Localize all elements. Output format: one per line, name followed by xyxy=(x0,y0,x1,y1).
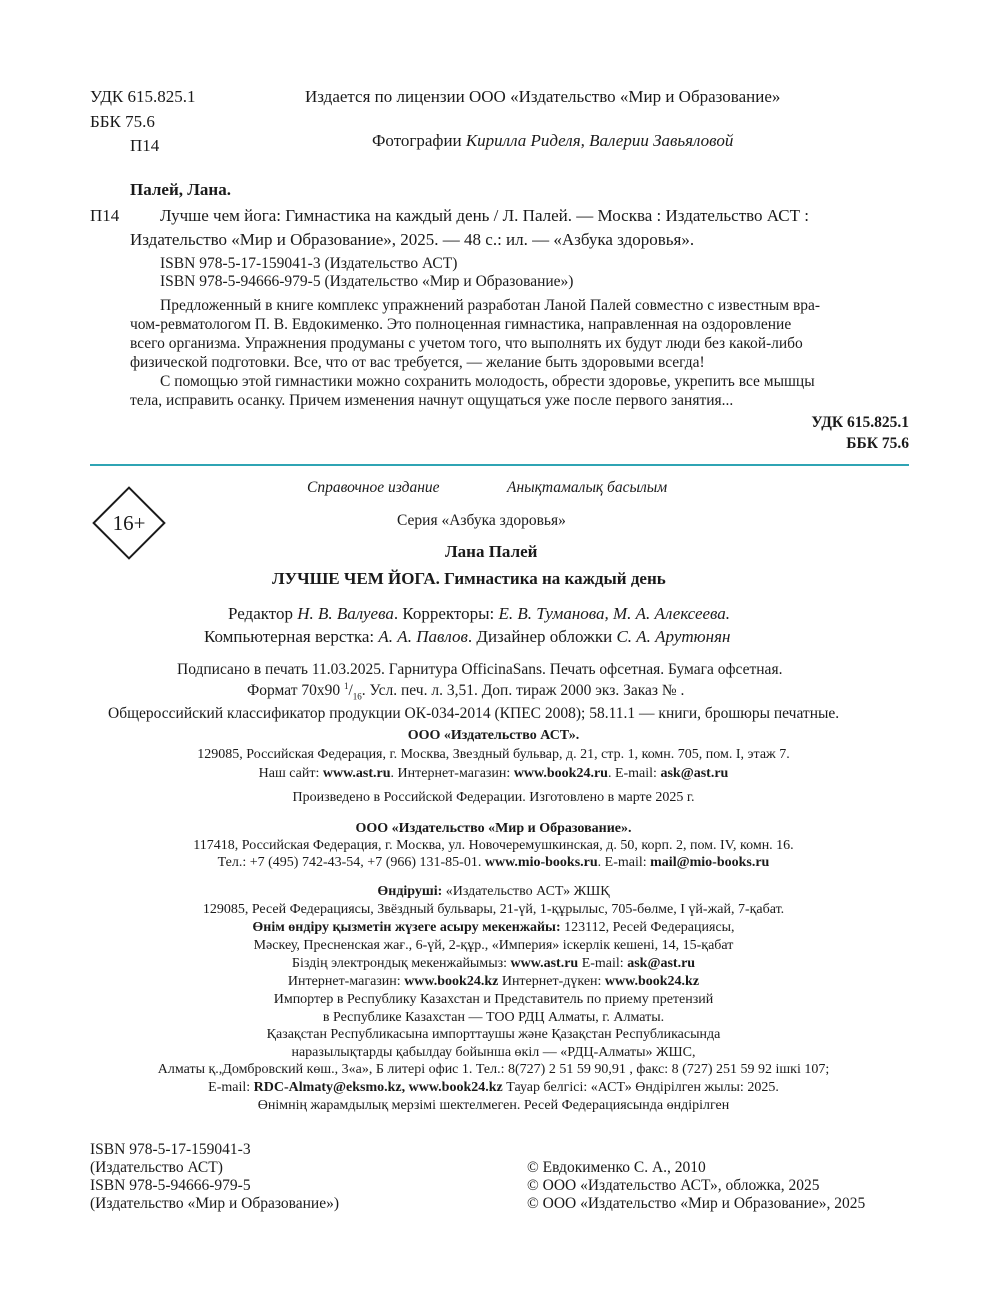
kz-address: 129085, Ресей Федерациясы, Звёздный бульвары, 21-үй, 1-құрылыс, 705-бөлме, I үй-жай, 7-қабат. xyxy=(202,902,785,917)
kz-importer-line: Қазақстан Республикасына импорттаушы және Қазақстан Республикасында xyxy=(266,1027,721,1042)
kz-email-trademark: E-mail: RDC-Almaty@eksmo.kz, www.book24.kz Тауар белгісі: «АСТ» Өндірілген жылы: 2025. xyxy=(208,1080,779,1095)
abstract-line: Предложенный в книге комплекс упражнений разработан Ланой Палей совместно с известным вра- xyxy=(160,297,821,314)
photos-credit: Фотографии Кирилла Риделя, Валерии Завьяловой xyxy=(372,131,734,150)
biblio-udk: УДК 615.825.1 xyxy=(811,414,909,431)
kz-validity: Өнімнің жарамдылық мерзімі шектелмеген. Ресей Федерациясында өндірілген xyxy=(257,1098,730,1113)
kz-importer-line: в Республике Казахстан — ТОО РДЦ Алматы, г. Алматы. xyxy=(322,1010,665,1025)
ast-name: ООО «Издательство АСТ». xyxy=(407,728,580,743)
author-name: Лана Палей xyxy=(445,542,538,561)
abstract-line: чом-ревматологом П. В. Евдокименко. Это полноценная гимнастика, направленная на оздоровление xyxy=(130,316,792,333)
mio-address: 117418, Российская Федерация, г. Москва, ул. Новочеремушкинская, д. 50, корп. 2, пом. IV, комн. 16. xyxy=(193,838,794,853)
biblio-bbk: ББК 75.6 xyxy=(846,435,909,452)
footer-isbn-line: ISBN 978-5-94666-979-5 xyxy=(90,1177,251,1194)
credits-editors: Редактор Н. В. Валуева. Корректоры: Е. В. Туманова, М. А. Алексеева. xyxy=(228,604,731,623)
header-code: П14 xyxy=(130,136,160,155)
biblio-code: П14 xyxy=(90,206,120,225)
header-udk: УДК 615.825.1 xyxy=(90,87,196,106)
kz-shops: Интернет-магазин: www.book24.kz Интернет-дүкен: www.book24.kz xyxy=(287,974,700,989)
kz-address-line: Мәскеу, Пресненская жағ., 6-үй, 2-құр., «Империя» іскерлік кешені, 14, 15-қабат xyxy=(253,938,734,953)
biblio-isbn-1: ISBN 978-5-17-159041-3 (Издательство АСТ) xyxy=(160,255,458,272)
copyright-line: © ООО «Издательство «Мир и Образование», 2025 xyxy=(527,1195,866,1212)
abstract-line: С помощью этой гимнастики можно сохранить молодость, обрести здоровье, укрепить все мышцы xyxy=(160,373,815,390)
mio-name: ООО «Издательство «Мир и Образование». xyxy=(355,821,632,836)
kz-email: Біздің электрондық мекенжайымыз: www.ast.ru E-mail: ask@ast.ru xyxy=(291,956,696,971)
abstract-line: всего организма. Упражнения продуманы с учетом того, что выполнять их будут люди без какой-либо xyxy=(130,335,803,352)
ast-contacts: Наш сайт: www.ast.ru. Интернет-магазин: www.book24.ru. E-mail: ask@ast.ru xyxy=(258,766,729,781)
mio-contacts: Тел.: +7 (495) 742-43-54, +7 (966) 131-85-01. www.mio-books.ru. E-mail: mail@mio-books.ru xyxy=(217,855,770,870)
print-info: Подписано в печать 11.03.2025. Гарнитура OfficinaSans. Печать офсетная. Бумага офсетная. xyxy=(177,661,783,678)
footer-isbn-line: (Издательство АСТ) xyxy=(90,1159,223,1176)
abstract-line: тела, исправить осанку. Причем изменения начнут ощущаться уже после первого занятия... xyxy=(130,392,734,409)
edition-type-ru: Справочное издание xyxy=(307,479,440,496)
divider-rule xyxy=(90,464,909,466)
age-rating-label: 16+ xyxy=(112,511,146,535)
series-name: Серия «Азбука здоровья» xyxy=(397,512,566,529)
biblio-isbn-2: ISBN 978-5-94666-979-5 (Издательство «Мир и Образование») xyxy=(160,273,574,290)
book-title: ЛУЧШЕ ЧЕМ ЙОГА. Гимнастика на каждый день xyxy=(272,569,666,588)
biblio-line1: Лучше чем йога: Гимнастика на каждый день / Л. Палей. — Москва : Издательство АСТ : xyxy=(160,206,809,225)
age-rating-badge xyxy=(84,478,174,568)
footer-isbn-line: (Издательство «Мир и Образование») xyxy=(90,1195,339,1212)
biblio-line2: Издательство «Мир и Образование», 2025. — 48 с.: ил. — «Азбука здоровья». xyxy=(130,230,695,249)
biblio-author: Палей, Лана. xyxy=(130,180,231,199)
ast-address: 129085, Российская Федерация, г. Москва, Звездный бульвар, д. 21, стр. 1, комн. 705, пом. I, этаж 7. xyxy=(197,747,790,762)
license-text: Издается по лицензии ООО «Издательство «Мир и Образование» xyxy=(305,87,781,106)
edition-type-kz: Анықтамалық басылым xyxy=(507,479,668,496)
kz-importer-line: Алматы қ.,Домбровский көш., 3«а», Б литері офис 1. Тел.: 8(727) 2 51 59 90,91 , факс: 8 (727) 251 59 92 ішкі 107; xyxy=(157,1062,830,1077)
kz-importer-line: наразылықтарды қабылдау бойынша өкіл — «РДЦ-Алматы» ЖШС, xyxy=(291,1045,696,1060)
classifier: Общероссийский классификатор продукции ОК-034-2014 (КПЕС 2008); 58.11.1 — книги, брошюры печатные. xyxy=(108,705,840,722)
kz-production-address: Өнім өндіру қызметін жүзеге асыру мекенжайы: 123112, Ресей Федерациясы, xyxy=(252,920,735,935)
credits-layout: Компьютерная верстка: А. А. Павлов. Дизайнер обложки С. А. Арутюнян xyxy=(204,627,731,646)
ast-made: Произведено в Российской Федерации. Изготовлено в марте 2025 г. xyxy=(292,790,695,805)
print-format: Формат 70х90 $^1/_{16}$. Усл. печ. л. 3,51. Доп. тираж 2000 экз. Заказ № . xyxy=(247,681,685,702)
abstract-line: физической подготовки. Все, что от вас требуется, — желание быть здоровыми всегда! xyxy=(130,354,705,371)
kz-producer: Өндіруші: «Издательство АСТ» ЖШҚ xyxy=(377,884,610,899)
copyright-line: © ООО «Издательство АСТ», обложка, 2025 xyxy=(527,1177,820,1194)
header-bbk: ББК 75.6 xyxy=(90,112,155,131)
footer-isbn-line: ISBN 978-5-17-159041-3 xyxy=(90,1141,251,1158)
kz-importer-line: Импортер в Республику Казахстан и Представитель по приему претензий xyxy=(273,992,714,1007)
copyright-line: © Евдокименко С. А., 2010 xyxy=(527,1159,706,1176)
